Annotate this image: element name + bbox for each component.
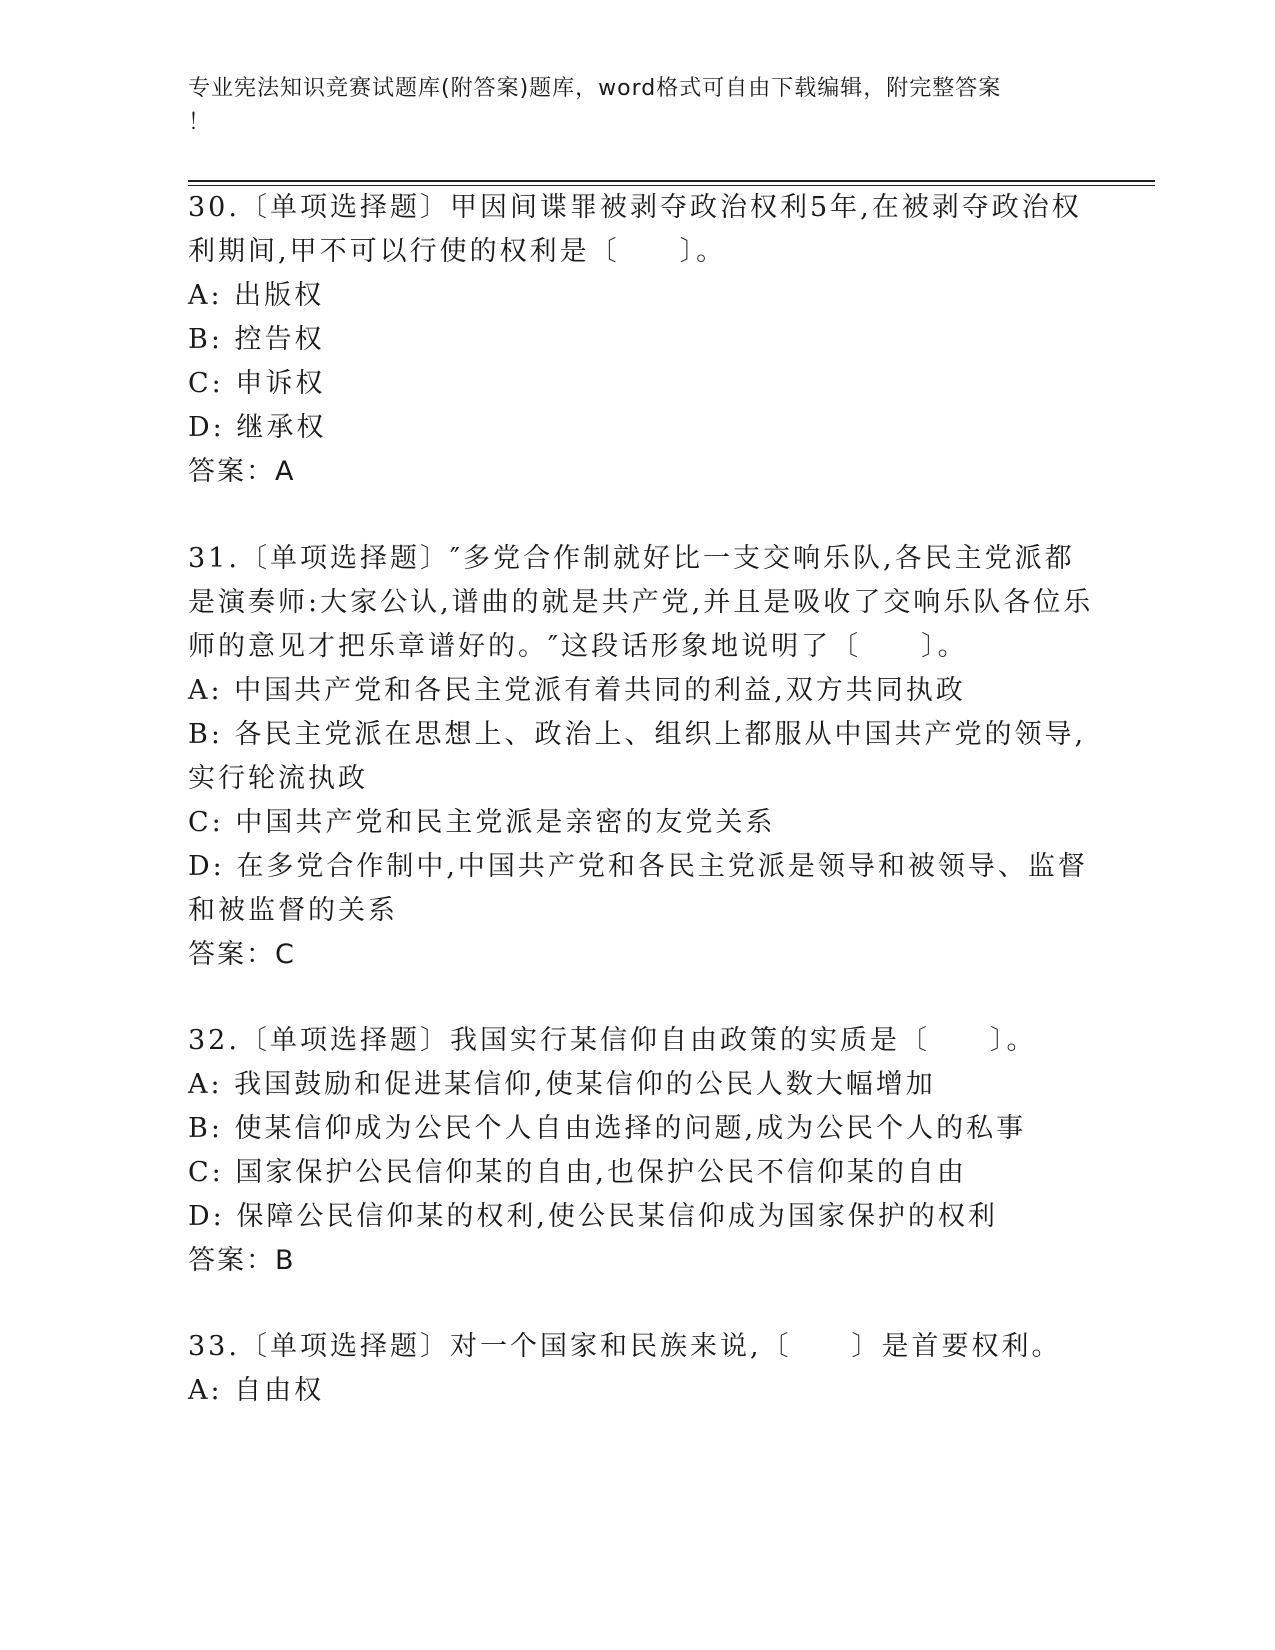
question-30-option-b: B: 控告权: [188, 324, 325, 355]
question-32-option-b: B: 使某信仰成为公民个人自由选择的问题,成为公民个人的私事: [188, 1113, 1027, 1144]
question-32-option-c: C: 国家保护公民信仰某的自由,也保护公民不信仰某的自由: [188, 1157, 967, 1188]
question-31-option-b-line-2: 实行轮流执政: [188, 763, 368, 794]
question-31-stem-line-2: 是演奏师:大家公认,谱曲的就是共产党,并且是吸收了交响乐队各位乐: [188, 587, 1094, 618]
question-32-option-a: A: 我国鼓励和促进某信仰,使某信仰的公民人数大幅增加: [188, 1069, 936, 1100]
question-30-stem-line-1: 30.〔单项选择题〕甲因间谍罪被剥夺政治权利5年,在被剥夺政治权: [188, 192, 1082, 223]
question-31-option-a: A: 中国共产党和各民主党派有着共同的利益,双方共同执政: [188, 675, 966, 706]
document-header: [188, 72, 1068, 140]
header-line-1: 专业宪法知识竞赛试题库(附答案)题库，word格式可自由下载编辑，附完整答案: [188, 76, 1002, 101]
question-30-stem-line-2: 利期间,甲不可以行使的权利是〔 〕。: [188, 236, 727, 267]
question-31-option-b-line-1: B: 各民主党派在思想上、政治上、组织上都服从中国共产党的领导,: [188, 719, 1087, 750]
question-31-stem-line-1: 31.〔单项选择题〕″多党合作制就好比一支交响乐队,各民主党派都: [188, 543, 1075, 574]
question-31-answer: 答案：C: [188, 939, 296, 970]
question-31-stem-line-3: 师的意见才把乐章谱好的。″这段话形象地说明了〔 〕。: [188, 631, 968, 662]
question-31-option-c: C: 中国共产党和民主党派是亲密的友党关系: [188, 807, 776, 838]
question-30-option-c: C: 申诉权: [188, 368, 326, 399]
header-divider-thin: [188, 185, 1155, 186]
header-line-2: ！: [188, 110, 212, 135]
question-32-answer: 答案：B: [188, 1245, 296, 1276]
question-30-option-a: A: 出版权: [188, 280, 325, 311]
question-31-option-d-line-2: 和被监督的关系: [188, 895, 398, 926]
question-30-option-d: D: 继承权: [188, 412, 327, 443]
question-31-option-d-line-1: D: 在多党合作制中,中国共产党和各民主党派是领导和被领导、监督: [188, 851, 1088, 882]
question-30-answer: 答案：A: [188, 456, 296, 487]
question-32-stem-line-1: 32.〔单项选择题〕我国实行某信仰自由政策的实质是〔 〕。: [188, 1025, 1037, 1056]
question-33-stem-line-1: 33.〔单项选择题〕对一个国家和民族来说,〔 〕是首要权利。: [188, 1331, 1062, 1362]
question-33-option-a: A: 自由权: [188, 1375, 325, 1406]
question-32-option-d: D: 保障公民信仰某的权利,使公民某信仰成为国家保护的权利: [188, 1201, 998, 1232]
header-divider-thick: [188, 180, 1155, 182]
